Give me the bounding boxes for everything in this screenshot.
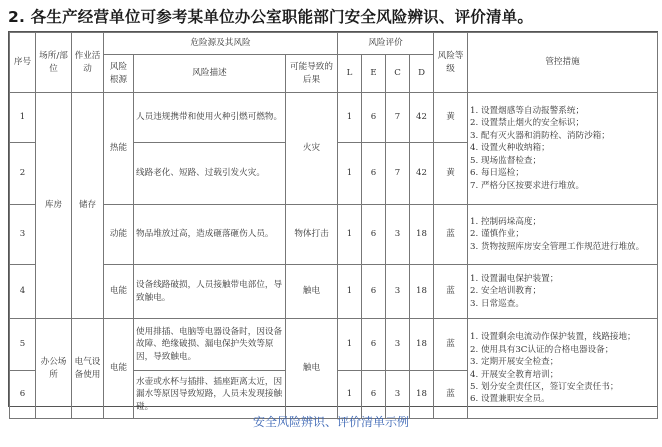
measure-item: 3. 定期开展安全检查； bbox=[470, 357, 559, 368]
page-heading: 2. 各生产经营单位可参考某单位办公室职能部门安全风险辨识、评价清单。 bbox=[8, 8, 534, 26]
measures-cell bbox=[468, 205, 658, 265]
C-cell: 3 bbox=[386, 371, 410, 419]
measure-item: 2. 使用具有3C认证的合格电器设备； bbox=[470, 344, 614, 355]
measure-item: 7. 严格分区按要求进行堆放。 bbox=[470, 180, 585, 191]
L-cell: 1 bbox=[338, 143, 362, 205]
measure-item: 5. 划分安全责任区，签订安全责任书； bbox=[470, 381, 619, 392]
col-D: D bbox=[410, 55, 434, 93]
consequence-cell: 火灾 bbox=[286, 93, 338, 205]
measure-item: 3. 货物按照库房安全管理工作规范进行堆放。 bbox=[470, 241, 645, 252]
L-cell: 1 bbox=[338, 205, 362, 265]
D-cell: 42 bbox=[410, 93, 434, 143]
E-cell: 6 bbox=[362, 371, 386, 419]
col-desc: 风险描述 bbox=[134, 55, 286, 93]
measure-item: 4. 开展安全教育培训； bbox=[470, 369, 559, 380]
table-row bbox=[10, 205, 658, 265]
col-L: L bbox=[338, 55, 362, 93]
C-cell: 3 bbox=[386, 205, 410, 265]
col-E: E bbox=[362, 55, 386, 93]
measure-item: 2. 设置禁止烟火的安全标识； bbox=[470, 118, 585, 129]
desc-cell: 水壶或水杯与插排、插座距离太近，因漏水等原因导致短路，人员未发现接触碰。 bbox=[134, 371, 286, 419]
risk-table-container bbox=[8, 31, 658, 412]
L-cell: 1 bbox=[338, 93, 362, 143]
desc-cell: 物品堆放过高，造成砸落砸伤人员。 bbox=[134, 205, 286, 265]
E-cell: 6 bbox=[362, 205, 386, 265]
measure-item: 5. 现场监督检查； bbox=[470, 155, 542, 166]
col-hazard-group: 危险源及其风险 bbox=[104, 33, 338, 55]
activity-cell: 电气设备使用 bbox=[72, 319, 104, 419]
measure-item: 1. 设置剩余电流动作保护装置，线路接地； bbox=[470, 332, 636, 343]
level-cell: 蓝 bbox=[434, 319, 468, 371]
place-cell: 办公场所 bbox=[36, 319, 72, 419]
E-cell: 6 bbox=[362, 93, 386, 143]
E-cell: 6 bbox=[362, 143, 386, 205]
desc-cell: 人员违规携带和使用火种引燃可燃物。 bbox=[134, 93, 286, 143]
D-cell: 42 bbox=[410, 143, 434, 205]
C-cell: 7 bbox=[386, 143, 410, 205]
measure-item: 1. 控制码垛高度； bbox=[470, 216, 542, 227]
col-source: 风险根源 bbox=[104, 55, 134, 93]
E-cell: 6 bbox=[362, 265, 386, 319]
source-cell: 热能 bbox=[104, 93, 134, 205]
level-cell: 蓝 bbox=[434, 265, 468, 319]
consequence-cell: 触电 bbox=[286, 319, 338, 419]
C-cell: 3 bbox=[386, 319, 410, 371]
figure-caption: 安全风险辨识、评价清单示例 bbox=[252, 415, 409, 429]
col-activity: 作业活动 bbox=[72, 33, 104, 93]
measure-item: 1. 设置漏电保护装置； bbox=[470, 273, 559, 284]
col-level: 风险等级 bbox=[434, 33, 468, 93]
col-place: 场所/部位 bbox=[36, 33, 72, 93]
col-measures: 管控措施 bbox=[468, 33, 658, 93]
table-row bbox=[10, 265, 658, 319]
desc-cell: 设备线路破损，人员接触带电部位，导致触电。 bbox=[134, 265, 286, 319]
E-cell: 6 bbox=[362, 319, 386, 371]
measure-item: 4. 设置火种收纳箱； bbox=[470, 143, 550, 154]
source-cell: 动能 bbox=[104, 205, 134, 265]
table-row bbox=[10, 93, 658, 143]
col-eval-group: 风险评价 bbox=[338, 33, 434, 55]
consequence-cell: 触电 bbox=[286, 265, 338, 319]
L-cell: 1 bbox=[338, 319, 362, 371]
place-cell: 库房 bbox=[36, 93, 72, 319]
D-cell: 18 bbox=[410, 265, 434, 319]
C-cell: 3 bbox=[386, 265, 410, 319]
consequence-cell: 物体打击 bbox=[286, 205, 338, 265]
row-seq: 4 bbox=[10, 265, 36, 319]
measure-item: 3. 配有灭火器和消防栓、消防沙箱； bbox=[470, 130, 610, 141]
C-cell: 7 bbox=[386, 93, 410, 143]
D-cell: 18 bbox=[410, 205, 434, 265]
header-row-1 bbox=[10, 33, 658, 55]
activity-cell: 储存 bbox=[72, 93, 104, 319]
col-seq: 序号 bbox=[10, 33, 36, 93]
D-cell: 18 bbox=[410, 371, 434, 419]
measure-item: 6. 每日巡检； bbox=[470, 168, 524, 179]
measure-item: 3. 日常巡查。 bbox=[470, 298, 524, 309]
source-cell: 电能 bbox=[104, 319, 134, 419]
desc-cell: 使用排插、电脑等电器设备时，因设备故障、绝缘破损、漏电保护失效等原因，导致触电。 bbox=[134, 319, 286, 371]
row-seq: 6 bbox=[10, 371, 36, 419]
row-seq: 2 bbox=[10, 143, 36, 205]
L-cell: 1 bbox=[338, 265, 362, 319]
source-cell: 电能 bbox=[104, 265, 134, 319]
level-cell: 黄 bbox=[434, 93, 468, 143]
L-cell: 1 bbox=[338, 371, 362, 419]
table-row bbox=[10, 319, 658, 371]
level-cell: 蓝 bbox=[434, 205, 468, 265]
row-seq: 1 bbox=[10, 93, 36, 143]
measure-item: 1. 设置烟感等自动报警系统； bbox=[470, 105, 585, 116]
D-cell: 18 bbox=[410, 319, 434, 371]
row-seq: 5 bbox=[10, 319, 36, 371]
row-seq: 3 bbox=[10, 205, 36, 265]
measure-item: 2. 安全培训教育； bbox=[470, 286, 542, 297]
level-cell: 蓝 bbox=[434, 371, 468, 419]
col-consequence: 可能导致的后果 bbox=[286, 55, 338, 93]
measures-cell bbox=[468, 319, 658, 419]
measure-item: 6. 设置兼职安全员。 bbox=[470, 394, 550, 405]
measure-item: 2. 谨慎作业； bbox=[470, 229, 524, 240]
col-C: C bbox=[386, 55, 410, 93]
desc-cell: 线路老化、短路、过载引发火灾。 bbox=[134, 143, 286, 205]
measures-cell bbox=[468, 265, 658, 319]
risk-assessment-table bbox=[9, 32, 658, 419]
level-cell: 黄 bbox=[434, 143, 468, 205]
measures-cell bbox=[468, 93, 658, 205]
